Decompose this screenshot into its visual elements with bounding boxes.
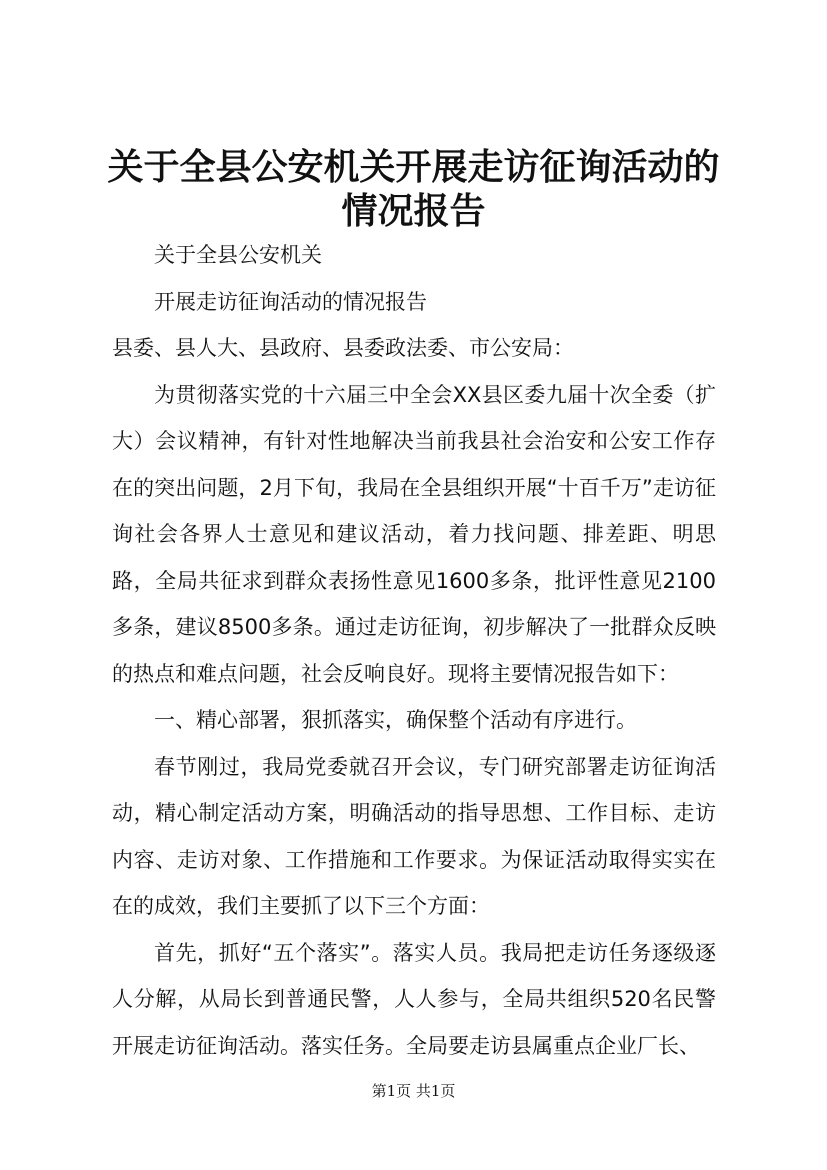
paragraph: 为贯彻落实党的十六届三中全会XX县区委九届十次全委（扩大）会议精神，有针对性地解决当前我县社会治安和公安工作存在的突出问题，2月下旬，我局在全县组织开展“十百千万”走访征询社会各界人士意见和建议活动，着力找问题、排差距、明思路，全局共征求到群众表扬性意见1600多条，批评性意见2100多条，建议8500多条。通过走访征询，初步解决了一批群众反映的热点和难点问题，社会反响良好。现将主要情况报告如下：: [112, 382, 716, 686]
page-number: 第1页 共1页: [371, 1082, 456, 1100]
paragraph: 一、精心部署，狠抓落实，确保整个活动有序进行。: [154, 708, 637, 732]
paragraph: 首先，抓好“五个落实”。落实人员。我局把走访任务逐级逐人分解，从局长到普通民警，人人参与，全局共组织520名民警开展走访征询活动。落实任务。全局要走访县属重点企业厂长、: [112, 940, 716, 1058]
paragraph: 开展走访征询活动的情况报告: [154, 289, 427, 314]
paragraph: 春节刚过，我局党委就召开会议，专门研究部署走访征询活动，精心制定活动方案，明确活动的指导思想、工作目标、走访内容、走访对象、工作措施和工作要求。为保证活动取得实实在在的成效，我们主要抓了以下三个方面：: [112, 754, 716, 918]
paragraph: 关于全县公安机关: [154, 243, 322, 267]
document-body: [112, 232, 716, 1069]
paragraph: 县委、县人大、县政府、县委政法委、市公安局：: [112, 336, 574, 360]
document-title: 关于全县公安机关开展走访征询活动的情况报告: [107, 146, 720, 232]
